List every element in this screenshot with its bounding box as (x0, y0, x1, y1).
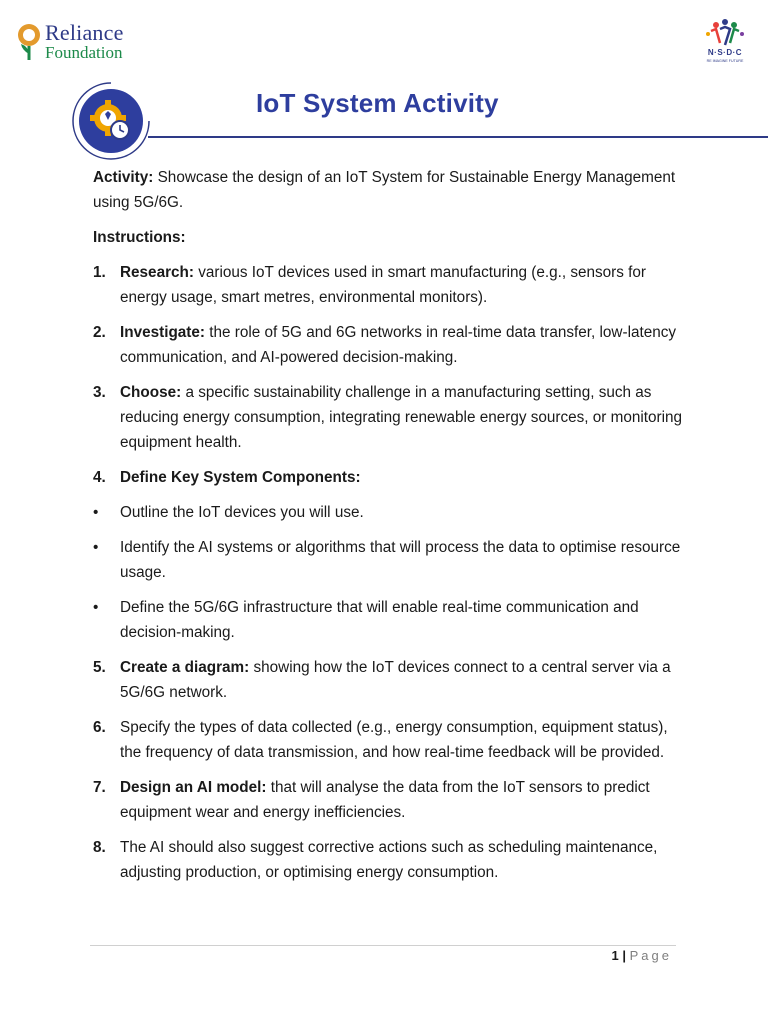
reliance-foundation-logo (16, 20, 146, 64)
list-item (93, 775, 683, 825)
bullet-text: Define the 5G/6G infrastructure that will enable real-time communication and decision-making. (120, 599, 639, 641)
item-lead: Create a diagram: (120, 659, 250, 676)
bullet-item (93, 595, 683, 645)
item-number: 1. (93, 264, 106, 281)
item-number: 8. (93, 839, 106, 856)
activity-label: Activity: (93, 169, 154, 186)
nsdc-figures-icon (696, 18, 754, 48)
item-number: 2. (93, 324, 106, 341)
bullet-icon: • (93, 599, 99, 616)
item-lead: Research: (120, 264, 194, 281)
bullet-icon: • (93, 539, 99, 556)
bullet-item (93, 535, 683, 585)
item-number: 6. (93, 719, 106, 736)
list-item (93, 465, 683, 490)
reliance-emblem-icon (16, 22, 42, 62)
footer-separator: | (618, 948, 630, 963)
footer-divider (90, 945, 676, 946)
page-title: IoT System Activity (256, 88, 499, 118)
instructions-heading: Instructions: (93, 229, 186, 246)
list-item (93, 380, 683, 455)
list-item (93, 715, 683, 765)
list-item (93, 655, 683, 705)
page-footer (560, 948, 672, 963)
list-item (93, 320, 683, 370)
item-text: the role of 5G and 6G networks in real-time data transfer, low-latency communication, and AI-powered decision-making. (120, 324, 677, 366)
item-number: 4. (93, 469, 106, 486)
item-lead: Define Key System Components: (120, 469, 361, 486)
item-number: 7. (93, 779, 106, 796)
document-body (93, 165, 683, 895)
nsdc-logo (696, 18, 754, 70)
bullet-icon: • (93, 504, 99, 521)
bullet-text: Outline the IoT devices you will use. (120, 504, 364, 521)
nsdc-wordmark: N·S·D·C (707, 48, 743, 57)
brand-name-line1: Reliance (45, 20, 124, 45)
item-number: 5. (93, 659, 106, 676)
bullet-item (93, 500, 683, 525)
item-text: that will analyse the data from the IoT sensors to predict equipment wear and energy inefficiencies. (120, 779, 650, 821)
list-item (93, 260, 683, 310)
item-lead: Investigate: (120, 324, 206, 341)
item-text: showing how the IoT devices connect to a central server via a 5G/6G network. (120, 659, 671, 701)
item-text: a specific sustainability challenge in a manufacturing setting, such as reducing energy consumption, integrating renewable energy sources, or monitoring equipment health. (120, 384, 683, 451)
activity-gear-clock-badge-icon (70, 80, 152, 162)
activity-text: Showcase the design of an IoT System for Sustainable Energy Management using 5G/6G. (93, 169, 676, 211)
item-text: The AI should also suggest corrective actions such as scheduling maintenance, adjusting production, or optimising energy consumption. (120, 839, 658, 881)
item-text: various IoT devices used in smart manufacturing (e.g., sensors for energy usage, smart metres, environmental monitors). (120, 264, 647, 306)
item-lead: Choose: (120, 384, 182, 401)
item-number: 3. (93, 384, 106, 401)
item-lead: Design an AI model: (120, 779, 267, 796)
components-list (93, 500, 683, 645)
item-text: Specify the types of data collected (e.g., energy consumption, equipment status), the frequency of data transmission, and how real-time feedback will be provided. (120, 719, 668, 761)
page-label: Page (629, 948, 672, 963)
nsdc-tagline: RE IMAGINE FUTURE (706, 59, 744, 63)
page-number: 1 (611, 948, 619, 963)
list-item (93, 835, 683, 885)
brand-name-line2: Foundation (45, 43, 123, 62)
header-divider (148, 136, 768, 138)
bullet-text: Identify the AI systems or algorithms that will process the data to optimise resource usage. (120, 539, 681, 581)
activity-paragraph (93, 165, 683, 215)
